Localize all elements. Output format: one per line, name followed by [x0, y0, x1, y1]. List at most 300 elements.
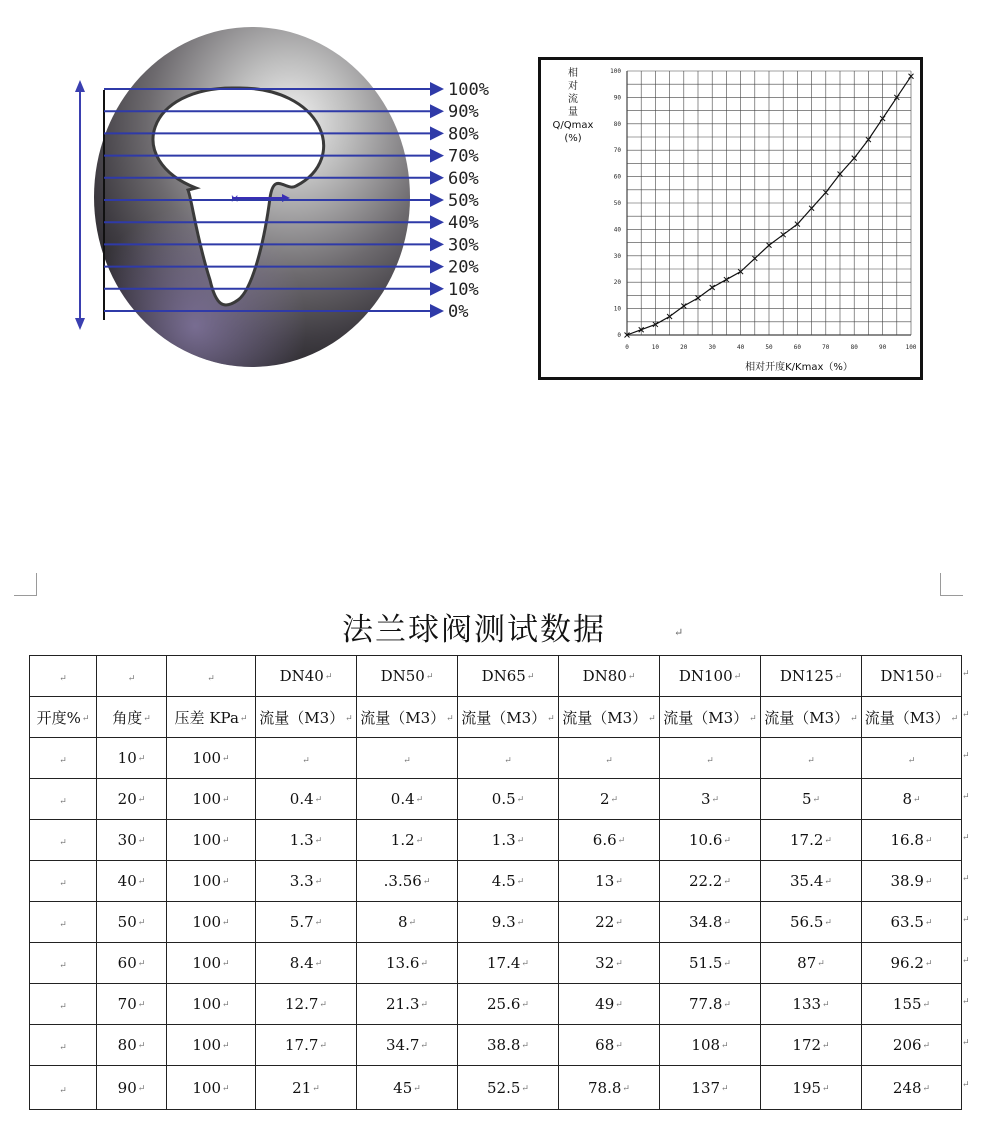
cell-end-mark: ↵ — [924, 959, 933, 969]
cell-end-mark: ↵ — [822, 1000, 830, 1010]
cell-end-mark: ↵ — [137, 754, 146, 764]
cell-end-mark: ↵ — [127, 674, 136, 684]
table-cell — [167, 861, 256, 902]
cell-end-mark: ↵ — [615, 1000, 623, 1010]
cell-end-mark: ↵ — [615, 1041, 623, 1051]
table-cell-text: 96.2 — [890, 954, 924, 972]
table-cell — [761, 861, 862, 902]
cell-end-mark: ↵ — [547, 713, 555, 724]
opening-level-label: 80% — [448, 124, 479, 145]
cell-end-mark: ↵ — [59, 1002, 67, 1012]
table-cell-text: 100 — [192, 995, 222, 1013]
cell-end-mark: ↵ — [137, 836, 146, 846]
table-cell — [167, 697, 256, 738]
cell-end-mark: ↵ — [627, 672, 636, 682]
table-cell-text: DN100 — [678, 667, 733, 685]
table-cell-text: 16.8 — [890, 831, 924, 849]
table-cell-text: 77.8 — [689, 995, 723, 1013]
table-cell — [97, 984, 167, 1025]
opening-level-label: 30% — [448, 235, 479, 256]
table-cell — [660, 656, 761, 697]
table-cell-text: 133 — [792, 995, 822, 1013]
chart-x-tick-label: 30 — [708, 344, 716, 351]
row-end-mark: ↵ — [962, 996, 970, 1007]
table-cell-text: 30 — [117, 831, 137, 849]
table-cell — [660, 1066, 761, 1110]
opening-level-label: 20% — [448, 257, 479, 278]
table-cell — [97, 656, 167, 697]
opening-level-label: 10% — [448, 279, 479, 300]
table-cell-text: 21 — [292, 1078, 312, 1097]
table-cell — [660, 820, 761, 861]
stem-center-mark: × — [230, 192, 240, 205]
table-cell-text: 20 — [117, 790, 137, 808]
table-cell — [660, 1025, 761, 1066]
table-cell — [30, 697, 97, 738]
cell-end-mark: ↵ — [850, 713, 858, 724]
table-cell — [256, 779, 357, 820]
table-cell-text: 100 — [192, 954, 222, 972]
table-cell — [30, 820, 97, 861]
table-cell — [256, 820, 357, 861]
table-cell — [761, 1066, 862, 1110]
table-cell — [167, 902, 256, 943]
row-end-mark: ↵ — [962, 709, 970, 720]
table-cell — [97, 902, 167, 943]
table-cell — [559, 779, 660, 820]
table-cell — [357, 820, 458, 861]
chart-y-axis-title-line: 流 — [568, 94, 578, 105]
chart-y-axis-title-line: 量 — [568, 107, 578, 118]
table-cell — [97, 1025, 167, 1066]
table-header-row — [30, 656, 962, 697]
table-cell-text: .3.56 — [383, 872, 422, 890]
table-cell-text: DN65 — [481, 667, 526, 685]
table-cell-text: 34.8 — [689, 913, 723, 931]
cell-end-mark: ↵ — [615, 918, 623, 928]
table-cell-text: 流量（M3） — [461, 708, 547, 727]
chart-y-tick-label: 30 — [613, 252, 621, 260]
cell-end-mark: ↵ — [622, 1083, 630, 1094]
table-cell-text: 35.4 — [790, 872, 824, 890]
table-cell — [559, 697, 660, 738]
table-cell-text: 8 — [397, 913, 408, 931]
table-cell — [97, 738, 167, 779]
chart-y-tick-label: 90 — [613, 94, 621, 102]
table-row — [30, 738, 962, 779]
cell-end-mark: ↵ — [610, 795, 619, 805]
chart-grid — [627, 71, 911, 335]
table-cell — [559, 656, 660, 697]
table-cell-text: 70 — [117, 995, 137, 1013]
table-cell — [559, 820, 660, 861]
chart-y-tick-label: 0 — [617, 332, 621, 339]
table-cell-text: 248 — [892, 1078, 922, 1097]
cell-end-mark: ↵ — [137, 1000, 146, 1010]
table-cell — [30, 861, 97, 902]
row-end-mark: ↵ — [962, 668, 970, 679]
table-cell-text: 172 — [792, 1036, 822, 1054]
table-cell — [862, 779, 962, 820]
chart-y-tick-label: 10 — [613, 305, 621, 313]
table-cell-text: 1.2 — [390, 831, 415, 849]
cell-end-mark: ↵ — [526, 672, 535, 682]
table-cell — [167, 820, 256, 861]
cell-end-mark: ↵ — [420, 1000, 428, 1010]
table-row — [30, 820, 962, 861]
table-cell — [458, 738, 559, 779]
chart-x-tick-label: 40 — [736, 344, 745, 351]
table-cell-text: DN80 — [582, 667, 627, 685]
cell-end-mark: ↵ — [302, 756, 310, 766]
chart-x-tick-label: 60 — [793, 344, 802, 351]
chart-x-tick-label: 20 — [680, 344, 688, 351]
table-cell-text: 13 — [595, 872, 615, 890]
cell-end-mark: ↵ — [723, 959, 731, 969]
table-cell — [559, 984, 660, 1025]
table-row — [30, 1025, 962, 1066]
table-cell-text: 5.7 — [289, 913, 314, 931]
cell-end-mark: ↵ — [913, 795, 921, 805]
chart-x-tick-label: 50 — [765, 344, 773, 351]
cell-end-mark: ↵ — [222, 959, 230, 969]
cell-end-mark: ↵ — [59, 920, 67, 930]
table-cell-text: 52.5 — [487, 1078, 521, 1097]
cell-end-mark: ↵ — [222, 754, 230, 764]
cell-end-mark: ↵ — [721, 1083, 729, 1094]
cell-end-mark: ↵ — [137, 1083, 146, 1094]
table-cell — [660, 902, 761, 943]
chart-x-tick-label: 80 — [850, 344, 858, 351]
table-cell — [761, 902, 862, 943]
chart-x-tick-label: 10 — [651, 344, 660, 351]
table-cell — [458, 656, 559, 697]
table-cell — [256, 861, 357, 902]
cell-end-mark: ↵ — [314, 959, 323, 969]
cell-end-mark: ↵ — [59, 961, 67, 971]
table-cell-text: 0.4 — [289, 790, 314, 808]
table-cell — [30, 902, 97, 943]
cell-end-mark: ↵ — [516, 877, 525, 887]
row-end-mark: ↵ — [962, 832, 970, 843]
cell-end-mark: ↵ — [222, 795, 230, 805]
cell-end-mark: ↵ — [137, 959, 146, 969]
document-title: 法兰球阀测试数据 — [342, 612, 606, 648]
cell-end-mark: ↵ — [907, 756, 916, 766]
table-cell-text: 8.4 — [289, 954, 314, 972]
cell-end-mark: ↵ — [319, 1041, 327, 1051]
cell-end-mark: ↵ — [521, 1041, 529, 1051]
cell-end-mark: ↵ — [59, 1043, 67, 1053]
table-cell-text: 2 — [599, 790, 610, 808]
table-cell — [761, 984, 862, 1025]
cell-end-mark: ↵ — [822, 1041, 830, 1051]
ball-valve-opening-diagram — [60, 20, 520, 380]
table-cell-text: 9.3 — [491, 913, 516, 931]
cell-end-mark: ↵ — [413, 1083, 421, 1094]
cell-end-mark: ↵ — [425, 672, 434, 682]
table-cell-text: 32 — [595, 954, 615, 972]
row-end-mark: ↵ — [962, 873, 970, 884]
paragraph-mark: ↵ — [674, 626, 684, 639]
cell-end-mark: ↵ — [516, 795, 525, 805]
cell-end-mark: ↵ — [617, 836, 626, 846]
table-cell-text: 22.2 — [689, 872, 723, 890]
table-cell — [761, 1025, 862, 1066]
cell-end-mark: ↵ — [222, 918, 230, 928]
table-cell-text: 80 — [117, 1036, 137, 1054]
table-cell-text: 0.5 — [491, 790, 516, 808]
table-cell — [458, 820, 559, 861]
table-cell — [761, 820, 862, 861]
table-cell — [559, 861, 660, 902]
table-cell-text: 60 — [117, 954, 137, 972]
table-cell-text: 100 — [192, 749, 222, 767]
table-cell — [256, 984, 357, 1025]
table-cell — [256, 1025, 357, 1066]
table-cell-text: 6.6 — [592, 831, 617, 849]
table-cell-text: 100 — [192, 1078, 222, 1097]
table-cell-text: 45 — [393, 1078, 413, 1097]
cell-end-mark: ↵ — [807, 756, 815, 766]
table-cell-text: 10.6 — [689, 831, 723, 849]
cell-end-mark: ↵ — [324, 672, 333, 682]
table-cell-text: 78.8 — [588, 1078, 622, 1097]
table-cell-text: 流量（M3） — [764, 708, 850, 727]
table-cell-text: 12.7 — [285, 995, 319, 1013]
table-cell — [458, 1025, 559, 1066]
cell-end-mark: ↵ — [59, 838, 67, 848]
cell-end-mark: ↵ — [59, 674, 67, 684]
cell-end-mark: ↵ — [222, 1083, 230, 1094]
table-cell — [862, 1025, 962, 1066]
cell-end-mark: ↵ — [924, 877, 933, 887]
table-cell — [357, 943, 458, 984]
table-cell-text: 100 — [192, 790, 222, 808]
table-cell — [761, 943, 862, 984]
page-corner-mark-left — [14, 573, 37, 596]
table-cell-text: 87 — [797, 954, 817, 972]
table-cell — [97, 697, 167, 738]
table-row — [30, 902, 962, 943]
table-cell-text: 13.6 — [386, 954, 420, 972]
table-cell-text: 34.7 — [386, 1036, 420, 1054]
table-cell-text: 63.5 — [890, 913, 924, 931]
table-cell — [862, 984, 962, 1025]
table-cell-text: 流量（M3） — [562, 708, 648, 727]
chart-y-axis-title-line: 对 — [568, 81, 578, 92]
chart-y-axis-title — [553, 66, 594, 144]
chart-x-tick-label: 90 — [878, 344, 887, 351]
opening-scale-arrow — [75, 80, 85, 330]
table-cell — [30, 1025, 97, 1066]
table-row — [30, 1066, 962, 1110]
chart-y-tick-label: 70 — [613, 147, 621, 155]
table-cell-text: 3.3 — [289, 872, 314, 890]
table-cell-text: 1.3 — [491, 831, 516, 849]
cell-end-mark: ↵ — [415, 795, 424, 805]
table-cell — [167, 943, 256, 984]
row-end-mark: ↵ — [962, 750, 970, 761]
table-cell-text: 68 — [595, 1036, 615, 1054]
table-cell-text: 1.3 — [289, 831, 314, 849]
cell-end-mark: ↵ — [516, 836, 525, 846]
cell-end-mark: ↵ — [922, 1000, 931, 1010]
cell-end-mark: ↵ — [615, 877, 623, 887]
table-cell — [357, 779, 458, 820]
cell-end-mark: ↵ — [222, 1041, 230, 1051]
table-cell — [559, 902, 660, 943]
table-cell — [167, 779, 256, 820]
table-cell — [458, 984, 559, 1025]
cell-end-mark: ↵ — [950, 713, 959, 724]
chart-x-axis-title: 相对开度K/Kmax（%） — [745, 362, 853, 373]
table-cell — [256, 902, 357, 943]
cell-end-mark: ↵ — [59, 879, 67, 889]
cell-end-mark: ↵ — [222, 877, 230, 887]
cell-end-mark: ↵ — [922, 1041, 931, 1051]
table-cell-text: 100 — [192, 1036, 222, 1054]
table-cell-text: 56.5 — [790, 913, 824, 931]
cell-end-mark: ↵ — [615, 959, 623, 969]
cell-end-mark: ↵ — [222, 1000, 230, 1010]
cell-end-mark: ↵ — [723, 1000, 731, 1010]
table-cell-text: 流量（M3） — [259, 708, 345, 727]
table-cell — [458, 943, 559, 984]
page-corner-mark-right — [940, 573, 963, 596]
table-cell-text: 49 — [595, 995, 615, 1013]
table-cell — [660, 943, 761, 984]
table-cell — [167, 1066, 256, 1110]
cell-end-mark: ↵ — [143, 713, 151, 724]
table-row — [30, 943, 962, 984]
table-cell — [660, 984, 761, 1025]
table-cell — [256, 1066, 357, 1110]
table-cell-text: 角度 — [112, 708, 143, 727]
opening-level-label: 70% — [448, 146, 479, 167]
cell-end-mark: ↵ — [314, 795, 323, 805]
table-cell-text: 90 — [117, 1078, 137, 1097]
cell-end-mark: ↵ — [314, 836, 323, 846]
table-cell — [862, 943, 962, 984]
cell-end-mark: ↵ — [817, 959, 825, 969]
cell-end-mark: ↵ — [723, 877, 731, 887]
table-cell — [30, 656, 97, 697]
cell-end-mark: ↵ — [924, 918, 933, 928]
table-row — [30, 861, 962, 902]
cell-end-mark: ↵ — [749, 713, 757, 724]
table-cell — [862, 738, 962, 779]
table-cell — [458, 1066, 559, 1110]
chart-x-tick-label: 70 — [822, 344, 830, 351]
chart-y-axis-title-line: (%) — [564, 133, 582, 144]
table-cell — [761, 738, 862, 779]
table-cell — [256, 943, 357, 984]
cell-end-mark: ↵ — [345, 713, 353, 724]
table-cell — [357, 861, 458, 902]
chart-y-tick-label: 40 — [613, 226, 621, 234]
table-cell-text: 流量（M3） — [360, 708, 446, 727]
table-cell — [30, 738, 97, 779]
opening-level-label: 0% — [448, 302, 469, 322]
cell-end-mark: ↵ — [207, 674, 215, 684]
table-cell — [357, 697, 458, 738]
cell-end-mark: ↵ — [415, 836, 424, 846]
table-cell — [357, 1025, 458, 1066]
table-cell-text: 100 — [192, 831, 222, 849]
table-cell-text: 108 — [691, 1036, 721, 1054]
flow-characteristic-chart — [538, 57, 923, 380]
chart-y-tick-label: 50 — [613, 200, 621, 207]
cell-end-mark: ↵ — [733, 672, 742, 682]
table-cell-text: 流量（M3） — [864, 708, 950, 727]
table-cell-text: DN125 — [779, 667, 834, 685]
table-cell — [458, 902, 559, 943]
cell-end-mark: ↵ — [711, 795, 720, 805]
table-cell-text: 155 — [892, 995, 922, 1013]
table-cell — [256, 656, 357, 697]
row-end-mark: ↵ — [962, 914, 970, 925]
cell-end-mark: ↵ — [59, 756, 67, 766]
table-cell-text: 25.6 — [487, 995, 521, 1013]
table-cell-text: 195 — [792, 1078, 822, 1097]
cell-end-mark: ↵ — [239, 713, 248, 724]
table-cell-text: 100 — [192, 913, 222, 931]
table-cell — [30, 1066, 97, 1110]
table-cell — [97, 1066, 167, 1110]
table-cell — [167, 1025, 256, 1066]
chart-y-tick-label: 80 — [613, 120, 621, 128]
cell-end-mark: ↵ — [706, 756, 714, 766]
table-cell — [458, 861, 559, 902]
table-cell-text: 17.2 — [790, 831, 824, 849]
table-cell — [357, 984, 458, 1025]
row-end-mark: ↵ — [962, 1080, 970, 1090]
table-cell — [862, 656, 962, 697]
opening-level-label: 90% — [448, 102, 479, 123]
table-cell — [30, 943, 97, 984]
cell-end-mark: ↵ — [605, 756, 613, 766]
table-cell — [862, 1066, 962, 1110]
cell-end-mark: ↵ — [723, 918, 731, 928]
table-row — [30, 779, 962, 820]
table-cell-text: 5 — [801, 790, 812, 808]
cell-end-mark: ↵ — [516, 918, 525, 928]
table-cell-text: DN150 — [880, 667, 935, 685]
table-cell-text: 21.3 — [386, 995, 420, 1013]
table-cell — [167, 738, 256, 779]
cell-end-mark: ↵ — [521, 959, 529, 969]
table-cell — [862, 820, 962, 861]
table-cell — [761, 697, 862, 738]
table-cell — [30, 984, 97, 1025]
table-cell-text: 17.4 — [487, 954, 521, 972]
table-cell — [559, 1066, 660, 1110]
opening-level-label: 100% — [448, 80, 489, 100]
table-cell — [458, 779, 559, 820]
chart-y-axis-title-line: 相 — [568, 68, 578, 79]
table-cell-text: 38.8 — [487, 1036, 521, 1054]
table-cell-text: 40 — [117, 872, 137, 890]
table-cell — [761, 779, 862, 820]
table-cell-text: 8 — [902, 790, 912, 808]
cell-end-mark: ↵ — [721, 1041, 729, 1051]
table-cell-text: 0.4 — [390, 790, 415, 808]
table-cell — [559, 1025, 660, 1066]
table-cell — [559, 943, 660, 984]
table-cell — [660, 738, 761, 779]
opening-level-label: 50% — [448, 191, 479, 211]
